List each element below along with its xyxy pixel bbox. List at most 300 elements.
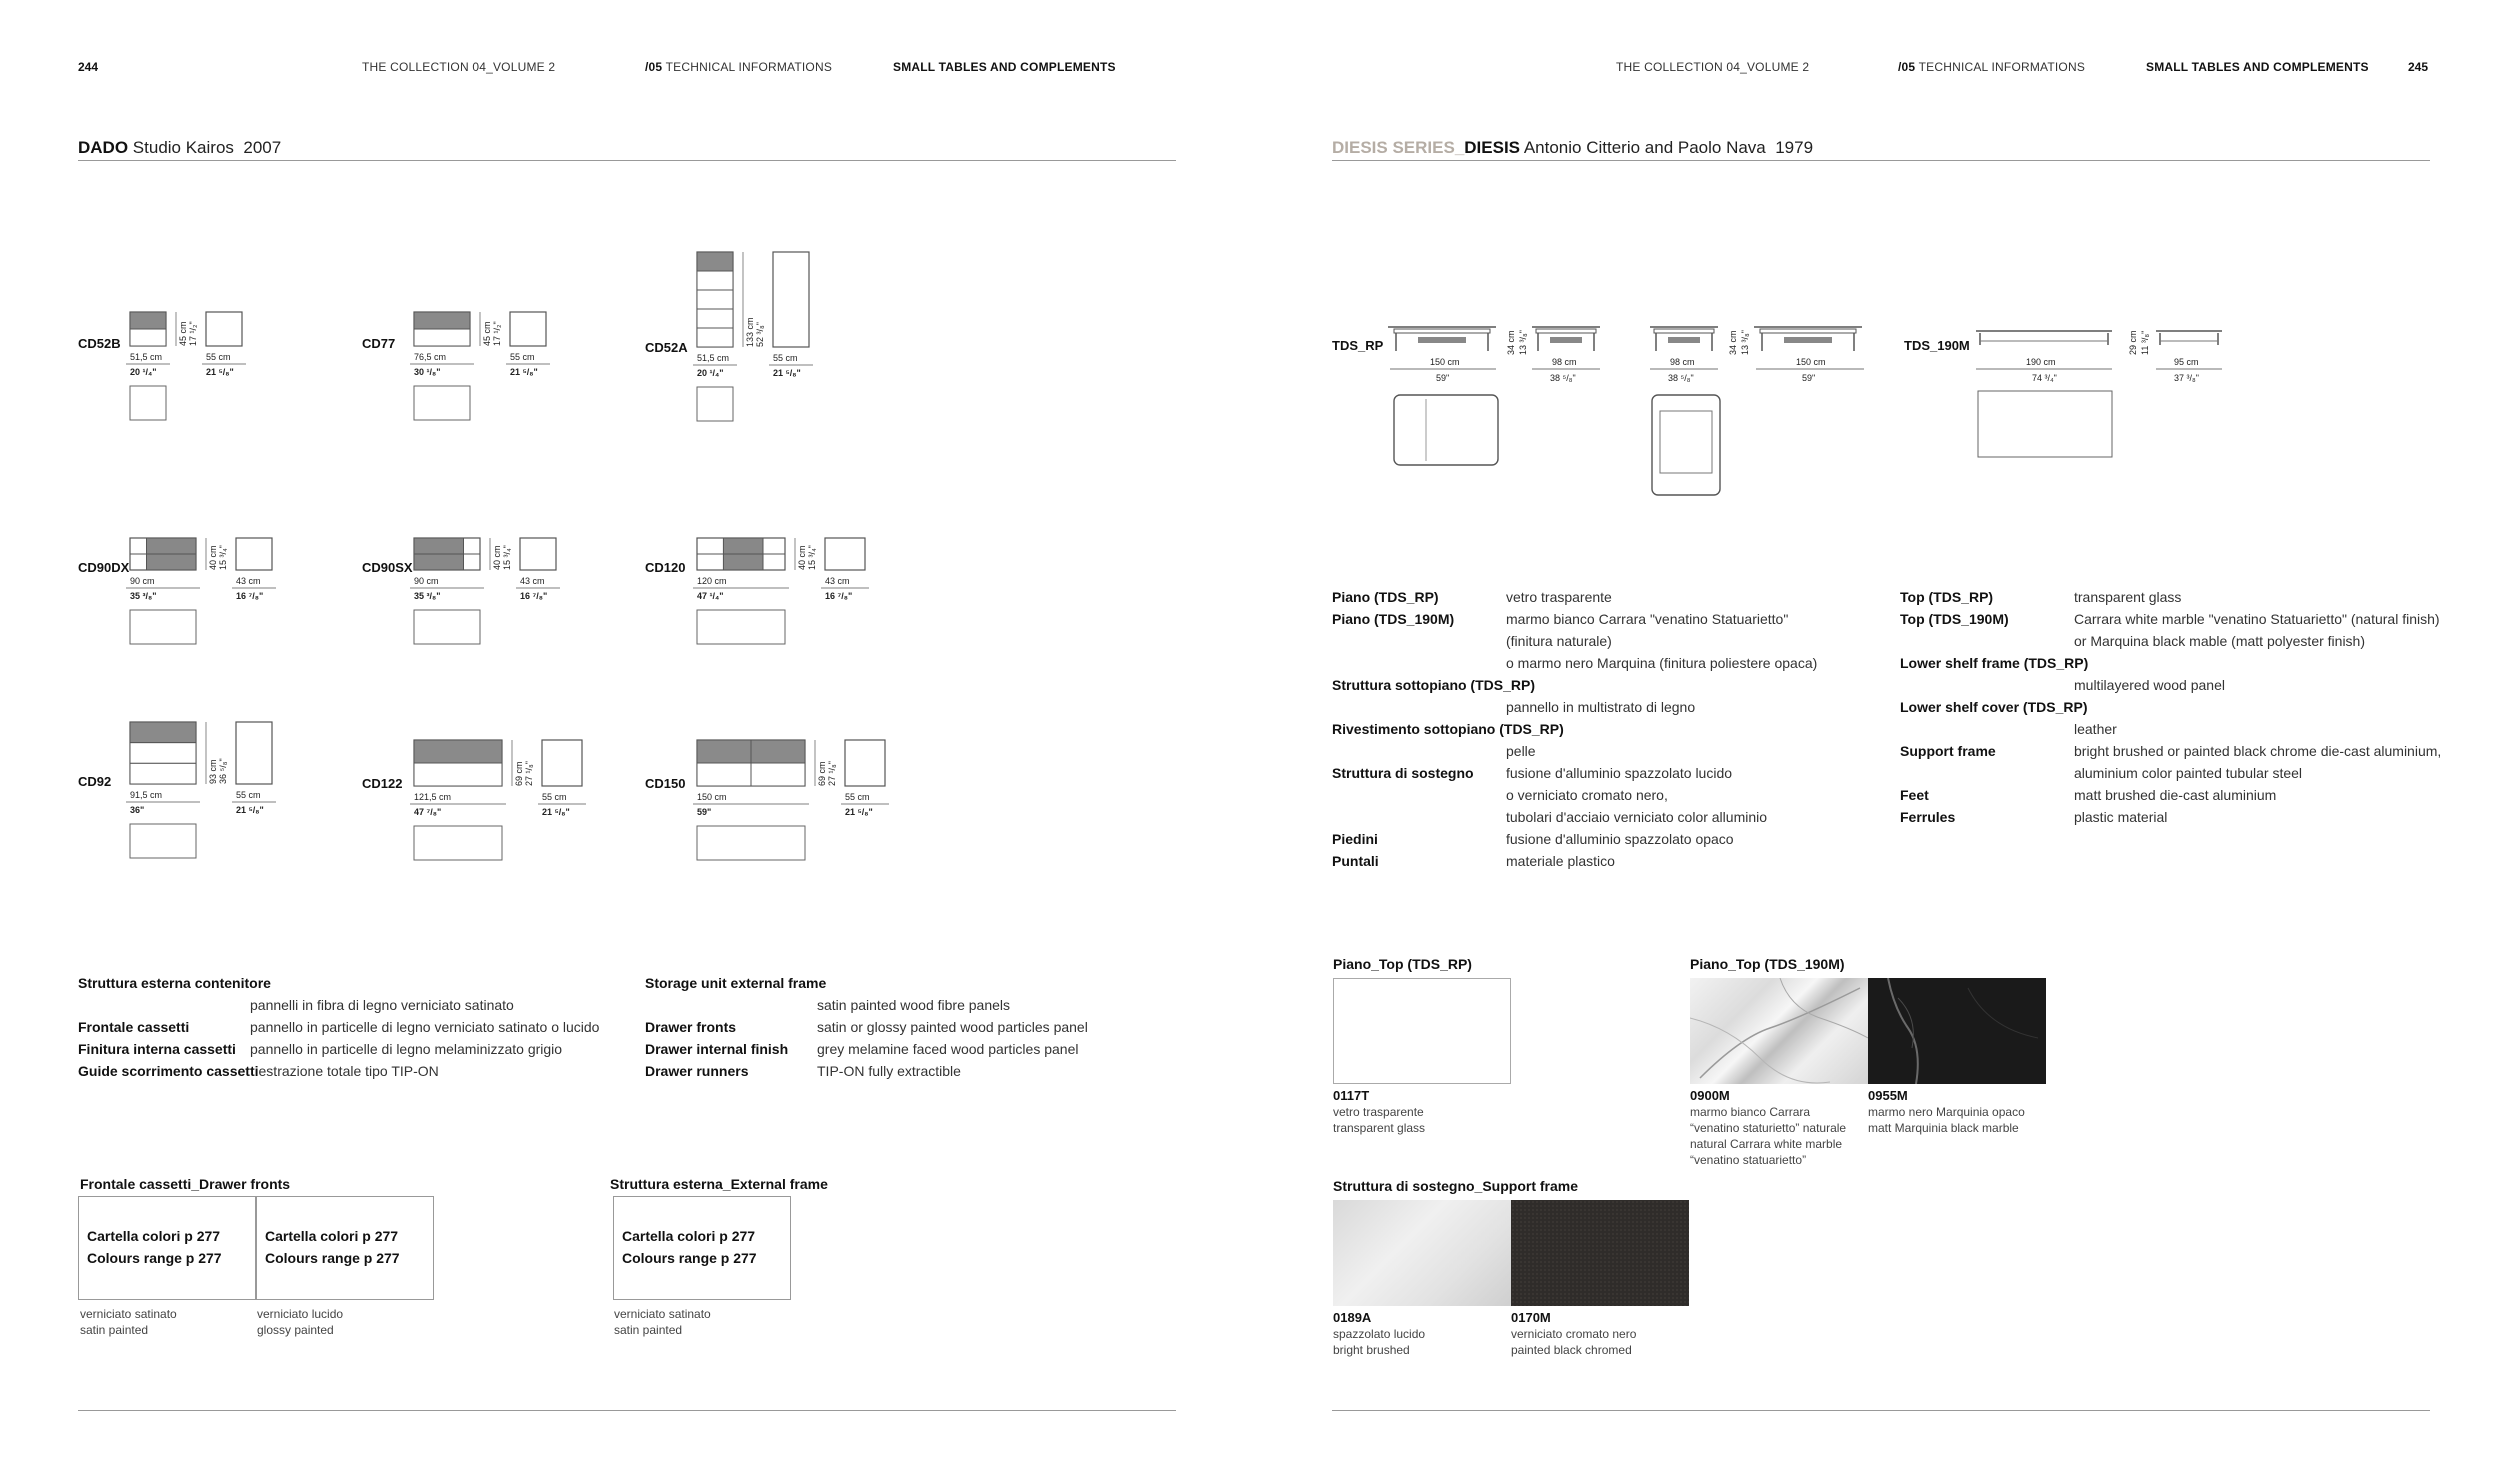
- material-row: [1900, 718, 2460, 740]
- item-depth-in: 16 ⁷/₈": [236, 591, 264, 601]
- item-width-in: 36": [130, 805, 145, 815]
- finish-frame-line2: Colours range p 277: [622, 1250, 757, 1266]
- item-top-view: [130, 610, 196, 644]
- finish-fronts-glossy-line2: Colours range p 277: [265, 1250, 400, 1266]
- caption-line: verniciato satinato: [614, 1307, 711, 1321]
- product-name-diesis: DIESIS: [1464, 138, 1521, 157]
- item-drawer: [414, 329, 470, 346]
- material-label: Piano (TDS_RP): [1332, 589, 1439, 605]
- item-height-in: 17 ¹/₂": [188, 321, 198, 346]
- material-value: pannello in particelle di legno melaminizzato grigio: [250, 1041, 563, 1057]
- material-value: multilayered wood panel: [2074, 677, 2225, 693]
- caption-line: verniciato cromato nero: [1511, 1327, 1637, 1341]
- material-row: [78, 1038, 638, 1060]
- item-code: CD77: [362, 336, 396, 351]
- tds-rp-code: TDS_RP: [1332, 338, 1384, 353]
- item-height: 45 cm: [178, 321, 188, 346]
- tds-rp-top-view-b-inner: [1660, 411, 1712, 473]
- item-width: 51,5 cm: [130, 352, 163, 362]
- marble-veins-icon: [1690, 978, 1868, 1084]
- swatch-0170M[interactable]: [1511, 1200, 1689, 1306]
- caption-line: glossy painted: [257, 1323, 334, 1337]
- material-value: fusione d'alluminio spazzolato lucido: [1506, 765, 1733, 781]
- material-row: [1900, 762, 2460, 784]
- caption-line: verniciato satinato: [80, 1307, 177, 1321]
- material-label: [1332, 652, 1506, 674]
- item-depth: 43 cm: [520, 576, 545, 586]
- finish-frame-title: Struttura esterna_External frame: [610, 1176, 828, 1192]
- item-side-view: [206, 312, 242, 346]
- item-drawing: [689, 250, 929, 440]
- item-width-in: 35 ³/₈": [130, 591, 157, 601]
- material-value: o marmo nero Marquina (finitura poliestere opaca): [1506, 655, 1818, 671]
- material-value: fusione d'alluminio spazzolato opaco: [1506, 831, 1734, 847]
- item-height-in: 15 ³/₄": [807, 545, 817, 570]
- product-year-diesis: 1979: [1775, 138, 1814, 157]
- material-row: [645, 1060, 1205, 1082]
- material-label: Frontale cassetti: [78, 1019, 190, 1035]
- item-width-in: 20 ¹/₄": [130, 367, 157, 377]
- item-width: 120 cm: [697, 576, 727, 586]
- left-title-rule: [78, 160, 1176, 161]
- material-row: [645, 994, 1205, 1016]
- tds-rp-b-d-in: 59": [1802, 373, 1816, 383]
- material-label: [1332, 784, 1506, 806]
- right-header-section-num: /05: [1898, 60, 1916, 74]
- left-product-title: [78, 138, 281, 158]
- item-drawing: [406, 738, 646, 928]
- material-value: or Marquina black mable (matt polyester finish): [2074, 633, 2366, 649]
- item-side-view: [510, 312, 546, 346]
- material-label: Drawer runners: [645, 1063, 749, 1079]
- material-row: [645, 972, 1205, 994]
- item-width: 51,5 cm: [697, 353, 730, 363]
- item-drawer: [130, 763, 196, 784]
- item-width-in: 47 ¹/₄": [697, 591, 724, 601]
- item-depth-in: 21 ⁵/₈": [236, 805, 264, 815]
- material-row: [1900, 740, 2460, 762]
- material-value: bright brushed or painted black chrome die-cast aluminium,: [2074, 743, 2442, 759]
- material-value: Carrara white marble "venatino Statuarietto" (natural finish): [2074, 611, 2440, 627]
- tds-rp-h: 34 cm: [1506, 330, 1516, 355]
- material-label: Drawer internal finish: [645, 1041, 789, 1057]
- item-drawer: [130, 312, 166, 329]
- right-header-collection: THE COLLECTION 04_VOLUME 2: [1616, 60, 1810, 74]
- item-width-in: 47 ⁷/₈": [414, 807, 442, 817]
- finish-frame-box[interactable]: [613, 1196, 791, 1300]
- material-label: Piedini: [1332, 831, 1378, 847]
- item-width-in: 30 ¹/₈": [414, 367, 441, 377]
- item-drawer: [414, 740, 502, 763]
- item-side-view: [845, 740, 885, 786]
- caption-line: “venatino statuarietto”: [1690, 1153, 1807, 1167]
- material-row: [1900, 696, 2460, 718]
- tds-rp-h2-in: 13 ³/₈": [1740, 330, 1750, 355]
- tds-190m-code: TDS_190M: [1904, 338, 1970, 353]
- right-header-category: [2146, 60, 2369, 74]
- item-height: 69 cm: [514, 761, 524, 786]
- left-header-section-label: TECHNICAL INFORMATIONS: [665, 60, 833, 74]
- item-height-in: 52 ³/₈": [755, 322, 765, 347]
- left-header-section: [645, 60, 832, 74]
- tds-190m-d: 95 cm: [2174, 357, 2199, 367]
- item-width: 150 cm: [697, 792, 727, 802]
- material-value: aluminium color painted tubular steel: [2074, 765, 2303, 781]
- item-drawer: [697, 290, 733, 309]
- material-label: Support frame: [1900, 743, 1996, 759]
- item-code: CD92: [78, 774, 112, 789]
- item-top-view: [697, 826, 805, 860]
- left-footer-rule: [78, 1410, 1176, 1411]
- caption-line: verniciato lucido: [257, 1307, 344, 1321]
- swatch-code: 0189A: [1333, 1310, 1372, 1325]
- item-width: 76,5 cm: [414, 352, 447, 362]
- item-width: 90 cm: [414, 576, 439, 586]
- material-value: pannello in particelle di legno verniciato satinato o lucido: [250, 1019, 600, 1035]
- material-row: [1900, 784, 2460, 806]
- swatch-0955M[interactable]: [1868, 978, 2046, 1084]
- right-title-rule: [1332, 160, 2430, 161]
- material-value: transparent glass: [2074, 589, 2182, 605]
- material-row: [78, 1060, 638, 1082]
- left-header-category-label: SMALL TABLES AND COMPLEMENTS: [893, 60, 1116, 74]
- finish-fronts-satin-line2: Colours range p 277: [87, 1250, 222, 1266]
- material-label: [1332, 630, 1506, 652]
- material-label: Struttura esterna contenitore: [78, 975, 271, 991]
- item-depth-in: 16 ⁷/₈": [520, 591, 548, 601]
- finish-fronts-satin-caption: [80, 1306, 177, 1338]
- item-depth: 55 cm: [236, 790, 261, 800]
- caption-line: satin painted: [614, 1323, 683, 1337]
- item-height-in: 27 ¹/₈": [827, 761, 837, 786]
- materials-it-left: [78, 972, 638, 1082]
- swatch-0955M-caption: [1868, 1088, 2025, 1136]
- material-value: tubolari d'acciaio verniciato color alluminio: [1506, 809, 1768, 825]
- material-row: [78, 1016, 638, 1038]
- item-width: 90 cm: [130, 576, 155, 586]
- finish-fronts-satin-box[interactable]: [78, 1196, 256, 1300]
- item-code: CD90DX: [78, 560, 130, 575]
- item-drawer: [130, 722, 196, 743]
- item-top-view: [697, 610, 785, 644]
- item-drawer: [414, 763, 502, 786]
- tds-rp-top-view-b: [1652, 395, 1720, 495]
- tds-rp-a-w-in: 59": [1436, 373, 1450, 383]
- material-label: [1900, 630, 2074, 652]
- item-width-in: 35 ³/₈": [414, 591, 441, 601]
- product-year: 2007: [243, 138, 282, 157]
- item-depth-in: 21 ⁵/₈": [773, 368, 801, 378]
- material-value: vetro trasparente: [1506, 589, 1612, 605]
- material-label: [1900, 674, 2074, 696]
- caption-line: marmo nero Marquinia opaco: [1868, 1105, 2025, 1119]
- material-value: o verniciato cromato nero,: [1506, 787, 1668, 803]
- swatch-0117T[interactable]: [1333, 978, 1511, 1084]
- right-header-section: [1898, 60, 2085, 74]
- support-title: Struttura di sostegno_Support frame: [1333, 1178, 1579, 1194]
- item-height: 69 cm: [817, 761, 827, 786]
- material-value: TIP-ON fully extractible: [817, 1063, 961, 1079]
- material-label: Storage unit external frame: [645, 975, 827, 991]
- caption-line: natural Carrara white marble: [1690, 1137, 1843, 1151]
- series-prefix: DIESIS SERIES_: [1332, 138, 1465, 157]
- item-drawing: [689, 536, 929, 726]
- material-value: matt brushed die-cast aluminium: [2074, 787, 2277, 803]
- material-value: grey melamine faced wood particles panel: [817, 1041, 1079, 1057]
- caption-line: marmo bianco Carrara: [1690, 1105, 1811, 1119]
- finish-fronts-satin-line1: Cartella colori p 277: [87, 1228, 221, 1244]
- material-label: [1900, 762, 2074, 784]
- item-height: 40 cm: [797, 545, 807, 570]
- material-row: [1332, 652, 1892, 674]
- item-drawing: [122, 536, 362, 726]
- material-row: [78, 972, 638, 994]
- item-drawer: [697, 328, 733, 347]
- material-label: Lower shelf cover (TDS_RP): [1900, 699, 2088, 715]
- left-page-number: 244: [78, 60, 99, 74]
- item-code: CD90SX: [362, 560, 413, 575]
- material-value: satin painted wood fibre panels: [817, 997, 1011, 1013]
- item-depth: 55 cm: [773, 353, 798, 363]
- item-depth: 43 cm: [825, 576, 850, 586]
- swatch-0900M-caption: [1690, 1088, 1846, 1168]
- item-depth-in: 21 ⁵/₈": [542, 807, 570, 817]
- item-depth: 55 cm: [542, 792, 567, 802]
- item-drawer: [697, 252, 733, 271]
- item-drawer: [697, 309, 733, 328]
- material-row: [1332, 696, 1892, 718]
- material-label: [1332, 696, 1506, 718]
- right-footer-rule: [1332, 1410, 2430, 1411]
- item-drawing: [406, 536, 646, 726]
- marble-veins-dark-icon: [1868, 978, 2046, 1084]
- material-row: [645, 1038, 1205, 1060]
- material-row: [1332, 762, 1892, 784]
- material-label: Feet: [1900, 787, 1929, 803]
- caption-line: vetro trasparente: [1333, 1105, 1424, 1119]
- item-height-in: 15 ³/₄": [218, 545, 228, 570]
- item-drawer: [697, 271, 733, 290]
- material-row: [1332, 828, 1892, 850]
- finish-fronts-glossy-box[interactable]: [256, 1196, 434, 1300]
- finish-frame-caption: [614, 1306, 711, 1338]
- material-label: Drawer fronts: [645, 1019, 737, 1035]
- item-code: CD52B: [78, 336, 121, 351]
- tds-rp-b-w-in: 38 ⁵/₈": [1668, 373, 1694, 383]
- left-header-collection: THE COLLECTION 04_VOLUME 2: [362, 60, 556, 74]
- top-rp-title: Piano_Top (TDS_RP): [1333, 956, 1472, 972]
- product-name: DADO: [78, 138, 129, 157]
- item-top-view: [697, 387, 733, 421]
- tds-190m-h: 29 cm: [2128, 330, 2138, 355]
- swatch-0189A[interactable]: [1333, 1200, 1511, 1306]
- material-label: Finitura interna cassetti: [78, 1041, 236, 1057]
- item-depth: 55 cm: [510, 352, 535, 362]
- tds-rp-a-w: 150 cm: [1430, 357, 1460, 367]
- finish-fronts-glossy-line1: Cartella colori p 277: [265, 1228, 399, 1244]
- item-side-view: [542, 740, 582, 786]
- swatch-0170M-caption: [1511, 1310, 1636, 1358]
- material-row: [1332, 784, 1892, 806]
- item-drawer: [130, 743, 196, 764]
- caption-line: spazzolato lucido: [1333, 1327, 1426, 1341]
- item-side-view: [236, 722, 272, 784]
- item-side-view: [825, 538, 865, 570]
- item-height-in: 17 ¹/₂": [492, 321, 502, 346]
- item-top-view: [414, 386, 470, 420]
- item-drawing: [122, 310, 362, 500]
- material-label: Lower shelf frame (TDS_RP): [1900, 655, 2089, 671]
- item-depth-in: 21 ⁵/₈": [206, 367, 234, 377]
- material-label: Guide scorrimento cassetti: [78, 1063, 259, 1079]
- item-height-in: 27 ¹/₈": [524, 761, 534, 786]
- materials-it-right: [1332, 586, 1892, 872]
- material-value: leather: [2074, 721, 2117, 737]
- material-row: [1332, 674, 1892, 696]
- item-side-view: [236, 538, 272, 570]
- material-row: [1332, 806, 1892, 828]
- item-width: 121,5 cm: [414, 792, 452, 802]
- material-value: pelle: [1506, 743, 1536, 759]
- tds-190m-top-view: [1978, 391, 2112, 457]
- swatch-code: 0170M: [1511, 1310, 1551, 1325]
- material-label: [1900, 718, 2074, 740]
- item-depth-in: 21 ⁵/₈": [510, 367, 538, 377]
- tds-rp-a-d: 98 cm: [1552, 357, 1577, 367]
- item-height: 40 cm: [208, 545, 218, 570]
- material-label: Ferrules: [1900, 809, 1956, 825]
- material-row: [1332, 630, 1892, 652]
- material-row: [1900, 652, 2460, 674]
- material-row: [1332, 586, 1892, 608]
- material-label: Struttura di sostegno: [1332, 765, 1474, 781]
- tds-190m-w-in: 74 ³/₄": [2032, 373, 2057, 383]
- material-value: marmo bianco Carrara "venatino Statuarietto": [1506, 611, 1789, 627]
- item-depth-in: 16 ⁷/₈": [825, 591, 853, 601]
- tds-rp-a-d-in: 38 ⁵/₈": [1550, 373, 1576, 383]
- item-drawing: [689, 738, 929, 928]
- right-header-section-label: TECHNICAL INFORMATIONS: [1918, 60, 2086, 74]
- tds-190m-w: 190 cm: [2026, 357, 2056, 367]
- item-top-view: [130, 824, 196, 858]
- material-row: [1900, 586, 2460, 608]
- item-top-view: [414, 610, 480, 644]
- caption-line: painted black chromed: [1511, 1343, 1632, 1357]
- tds-190m-h-in: 11 ³/₈": [2140, 330, 2150, 355]
- left-header-section-num: /05: [645, 60, 663, 74]
- item-drawing: [406, 310, 646, 500]
- tds-rp-drawing: [1380, 315, 1900, 500]
- tds-rp-b-d: 150 cm: [1796, 357, 1826, 367]
- material-label: Top (TDS_190M): [1900, 611, 2009, 627]
- swatch-code: 0900M: [1690, 1088, 1730, 1103]
- caption-line: “venatino staturietto” naturale: [1690, 1121, 1847, 1135]
- caption-line: transparent glass: [1333, 1121, 1426, 1135]
- material-label: Puntali: [1332, 853, 1379, 869]
- caption-line: bright brushed: [1333, 1343, 1410, 1357]
- material-value: pannelli in fibra di legno verniciato satinato: [250, 997, 514, 1013]
- tds-190m-drawing: [1976, 315, 2236, 465]
- material-label: Top (TDS_RP): [1900, 589, 1994, 605]
- material-row: [1900, 630, 2460, 652]
- item-height: 45 cm: [482, 321, 492, 346]
- material-label: [645, 994, 817, 1016]
- finish-fronts-glossy-caption: [257, 1306, 343, 1338]
- item-width: 91,5 cm: [130, 790, 163, 800]
- material-row: [1900, 608, 2460, 630]
- swatch-code: 0955M: [1868, 1088, 1908, 1103]
- finish-frame-line1: Cartella colori p 277: [622, 1228, 756, 1244]
- materials-en-left: [645, 972, 1205, 1082]
- item-height: 40 cm: [492, 545, 502, 570]
- top-190m-title: Piano_Top (TDS_190M): [1690, 956, 1845, 972]
- materials-en-right: [1900, 586, 2460, 828]
- material-label: [1332, 806, 1506, 828]
- item-height: 133 cm: [745, 317, 755, 347]
- material-value: (finitura naturale): [1506, 633, 1612, 649]
- material-value: pannello in multistrato di legno: [1506, 699, 1696, 715]
- swatch-0189A-caption: [1333, 1310, 1425, 1358]
- item-drawer: [414, 312, 470, 329]
- material-label: [1332, 740, 1506, 762]
- tds-rp-b-w: 98 cm: [1670, 357, 1695, 367]
- item-width-in: 20 ¹/₄": [697, 368, 724, 378]
- swatch-code: 0117T: [1333, 1088, 1370, 1103]
- product-designer: Studio Kairos: [132, 138, 234, 157]
- material-row: [78, 994, 638, 1016]
- item-drawer: [130, 329, 166, 346]
- material-value: estrazione totale tipo TIP-ON: [258, 1063, 439, 1079]
- caption-line: satin painted: [80, 1323, 149, 1337]
- material-row: [645, 1016, 1205, 1038]
- material-label: Struttura sottopiano (TDS_RP): [1332, 677, 1535, 693]
- tds-rp-h-in: 13 ³/₈": [1518, 330, 1528, 355]
- item-width-in: 59": [697, 807, 712, 817]
- item-code: CD52A: [645, 340, 688, 355]
- item-depth: 55 cm: [206, 352, 231, 362]
- right-product-title: [1332, 138, 1813, 158]
- item-depth-in: 21 ⁵/₈": [845, 807, 873, 817]
- tds-rp-top-view-a: [1394, 395, 1498, 465]
- right-header-category-label: SMALL TABLES AND COMPLEMENTS: [2146, 60, 2369, 74]
- material-row: [1900, 674, 2460, 696]
- material-row: [1900, 806, 2460, 828]
- material-row: [1332, 850, 1892, 872]
- right-page-number: 245: [2408, 60, 2429, 74]
- item-code: CD150: [645, 776, 686, 791]
- material-value: plastic material: [2074, 809, 2168, 825]
- material-value: materiale plastico: [1506, 853, 1615, 869]
- material-label: [78, 994, 250, 1016]
- item-side-view: [773, 252, 809, 347]
- item-height-in: 36 ⁵/₈": [218, 758, 228, 784]
- item-code: CD120: [645, 560, 686, 575]
- item-top-view: [414, 826, 502, 860]
- swatch-0900M[interactable]: [1690, 978, 1868, 1084]
- swatch-0117T-caption: [1333, 1088, 1425, 1136]
- material-label: Piano (TDS_190M): [1332, 611, 1455, 627]
- finish-fronts-title: Frontale cassetti_Drawer fronts: [80, 1176, 291, 1192]
- item-height-in: 15 ³/₄": [502, 545, 512, 570]
- material-label: Rivestimento sottopiano (TDS_RP): [1332, 721, 1564, 737]
- tds-rp-h2: 34 cm: [1728, 330, 1738, 355]
- item-side-view: [520, 538, 556, 570]
- left-header-category: [893, 60, 1116, 74]
- material-row: [1332, 718, 1892, 740]
- tds-190m-d-in: 37 ³/₈": [2174, 373, 2199, 383]
- item-code: CD122: [362, 776, 403, 791]
- item-depth: 43 cm: [236, 576, 261, 586]
